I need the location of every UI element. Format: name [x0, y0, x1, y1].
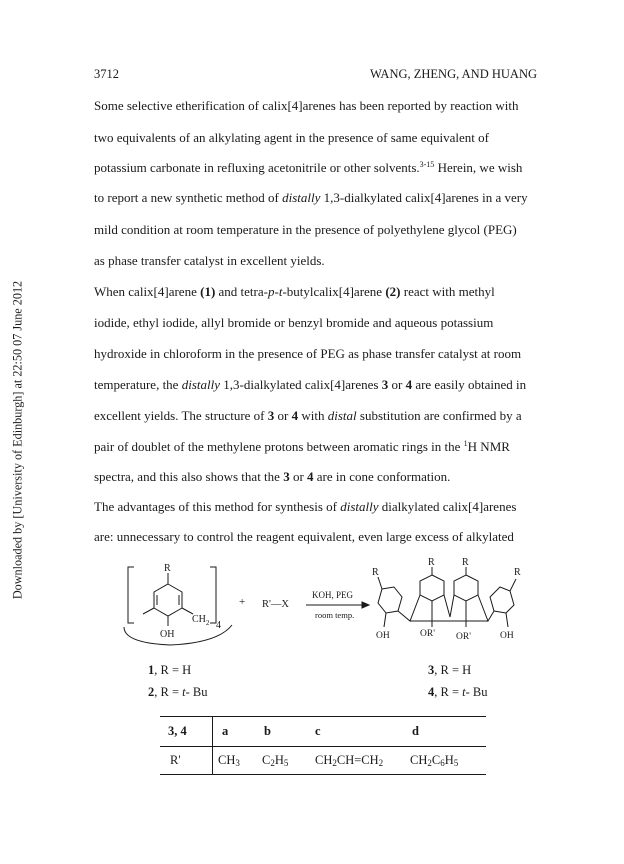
substituent-label: R	[372, 567, 379, 578]
italic-term: distally	[340, 499, 379, 514]
text-span: The advantages of this method for synthesis of	[94, 499, 341, 514]
text-span: with	[298, 408, 328, 423]
text-span: are: unnecessary to control the reagent equivalent, even large excess of alkylated	[94, 529, 514, 544]
download-note: Downloaded by [University of Edinburgh] at 22:50 07 June 2012	[10, 280, 25, 600]
italic-term: p	[267, 284, 275, 299]
formula-sub: 6	[440, 758, 445, 768]
italic-term: distal	[327, 408, 357, 423]
substituent-label: R	[514, 567, 521, 578]
text-span: pair of doublet of the methylene protons between aromatic rings in the	[94, 439, 464, 454]
compound-number: 4	[428, 685, 435, 699]
compound-desc: - Bu	[465, 685, 488, 699]
text-span: and tetra-	[215, 284, 268, 299]
text-span: Some selective etherification of calix[4]arenes has been reported by reaction with	[94, 98, 519, 113]
page-number: 3712	[94, 67, 119, 81]
compound-number: 2	[148, 685, 155, 699]
text-span: -butylcalix[4]arene	[282, 284, 386, 299]
bond	[378, 577, 382, 589]
substituent-label: R	[428, 557, 435, 568]
text-line-12	[94, 439, 510, 455]
text-line-6	[94, 253, 325, 269]
table-cell	[315, 753, 383, 768]
plus-sign: +	[239, 596, 246, 608]
formula-sub: 5	[283, 758, 289, 768]
substituent-label: R	[164, 563, 171, 574]
italic-term: distally	[181, 377, 220, 392]
left-bond	[143, 608, 154, 614]
hydroxyl-label: OH	[376, 631, 390, 641]
text-line-15	[94, 529, 514, 545]
alkylating-agent: R'—X	[262, 599, 289, 610]
text-line-13	[94, 469, 450, 485]
formula-sub: 3	[235, 758, 240, 768]
compound-number: 3	[428, 663, 435, 677]
table-header-cell: d	[412, 724, 419, 738]
compound-desc: t	[182, 685, 186, 699]
text-line-1	[94, 98, 519, 114]
bridge	[478, 595, 494, 621]
substituent-label: R	[462, 557, 469, 568]
text-line-2	[94, 130, 489, 146]
text-line-4	[94, 190, 528, 206]
bond	[510, 579, 516, 591]
hydroxyl-label: OH	[500, 631, 514, 641]
text-span: H NMR	[467, 439, 510, 454]
text-span: excellent yields. The structure of	[94, 408, 268, 423]
right-bracket	[210, 567, 216, 623]
compound-label-4	[428, 685, 488, 700]
text-span: substitution are confirmed by a	[356, 408, 522, 423]
formula-part: C	[262, 753, 271, 767]
formula-part: CH=CH	[336, 753, 379, 767]
table-cell	[410, 753, 458, 768]
product-ring-1	[378, 587, 402, 613]
reaction-arrow	[306, 590, 369, 620]
text-line-8	[94, 315, 493, 331]
text-span: dialkylated calix[4]arenes	[378, 499, 517, 514]
formula-part: H	[444, 753, 454, 767]
table-row-label: R'	[170, 753, 181, 767]
text-span: as phase transfer catalyst in excellent yields.	[94, 253, 325, 268]
text-span: react with methyl	[400, 284, 495, 299]
product-ring-3	[454, 575, 478, 601]
text-span: spectra, and this also shows that the	[94, 469, 284, 484]
arrow-condition-bottom: room temp.	[315, 610, 355, 620]
compound-label-1	[148, 663, 191, 678]
compound-desc: t	[462, 685, 466, 699]
formula-sub: 2	[427, 758, 432, 768]
reactant-structure	[124, 563, 232, 645]
italic-term: distally	[282, 190, 321, 205]
formula-part: CH	[218, 753, 236, 767]
formula-sub: 2	[270, 758, 275, 768]
text-span: or	[274, 408, 292, 423]
citation: 3-15	[419, 160, 435, 169]
formula-part: CH	[315, 753, 333, 767]
product-structure	[372, 557, 521, 642]
formula-sub: 5	[453, 758, 459, 768]
table-bottom-rule	[160, 774, 486, 775]
table-header-cell: c	[315, 724, 321, 738]
text-span: hydroxide in chloroform in the presence of PEG as phase transfer catalyst at room	[94, 346, 522, 361]
table-top-rule	[160, 716, 486, 717]
text-span: or	[289, 469, 308, 484]
text-span: or	[388, 377, 406, 392]
formula-part: C	[431, 753, 441, 767]
text-line-7	[94, 284, 495, 300]
text-span: potassium carbonate in refluxing acetonitrile or other solvents.	[94, 160, 420, 175]
hydroxyl-label: OH	[160, 629, 175, 640]
table-header-cell: a	[222, 724, 229, 738]
compound-ref: 4	[405, 377, 413, 392]
compound-desc: , R = H	[434, 663, 472, 677]
compound-desc: , R =	[154, 685, 183, 699]
formula-part: H	[274, 753, 284, 767]
compound-number: 1	[148, 663, 155, 677]
text-span: are in cone conformation.	[313, 469, 451, 484]
table-cell	[218, 753, 240, 768]
compound-ref: 3	[267, 408, 275, 423]
text-span: 1,3-dialkylated calix[4]arenes	[220, 377, 382, 392]
text-span: When calix[4]arene	[94, 284, 201, 299]
compound-ref: 4	[291, 408, 299, 423]
text-span: -	[274, 284, 279, 299]
compound-label-2	[148, 685, 208, 700]
text-span: 1,3-dialkylated calix[4]arenes in a very	[320, 190, 528, 205]
text-span: Herein, we wish	[434, 160, 523, 175]
compound-ref: 4	[307, 469, 314, 484]
formula-part: CH	[410, 753, 428, 767]
benzene-ring	[154, 584, 182, 616]
table-mid-rule	[160, 746, 486, 747]
formula-sub: 2	[332, 758, 337, 768]
text-line-11	[94, 408, 522, 424]
text-line-10	[94, 377, 526, 393]
compound-desc: , R = H	[154, 663, 192, 677]
text-line-9	[94, 346, 521, 362]
reaction-scheme	[0, 555, 624, 715]
compound-ref: 3	[381, 377, 389, 392]
ch2-label: $CH_2$	[192, 614, 210, 627]
repeat-count: 4	[216, 620, 221, 631]
compound-desc: - Bu	[185, 685, 208, 699]
text-span: mild condition at room temperature in the presence of polyethylene glycol (PEG)	[94, 222, 517, 237]
table-header-cell: b	[264, 724, 271, 738]
bridge	[444, 595, 454, 617]
running-head: WANG, ZHENG, AND HUANG	[370, 67, 537, 81]
text-line-14	[94, 499, 516, 515]
text-span: are easily obtained in	[412, 377, 527, 392]
table-cell	[262, 753, 288, 768]
formula-sub: 2	[378, 758, 384, 768]
ether-label: OR'	[456, 632, 471, 642]
substituent-table	[160, 716, 486, 776]
table-header-cell: 3, 4	[168, 724, 187, 738]
table-divider	[212, 716, 213, 774]
text-line-5	[94, 222, 517, 238]
compound-ref: (1)	[200, 284, 216, 299]
text-span: to report a new synthetic method of	[94, 190, 283, 205]
left-bracket	[128, 567, 134, 623]
text-span: temperature, the	[94, 377, 182, 392]
text-span: iodide, ethyl iodide, allyl bromide or benzyl bromide and aqueous potassium	[94, 315, 494, 330]
compound-desc: , R =	[434, 685, 463, 699]
text-span: two equivalents of an alkylating agent in the presence of same equivalent of	[94, 130, 489, 145]
isotope-sup: 1	[463, 439, 468, 448]
compound-ref: 3	[283, 469, 290, 484]
bond	[506, 613, 508, 627]
arrow-condition-top: KOH, PEG	[312, 590, 354, 600]
compound-label-3	[428, 663, 471, 678]
text-line-3	[94, 160, 522, 176]
compound-ref: (2)	[385, 284, 401, 299]
ether-label: OR'	[420, 629, 435, 639]
italic-term: t	[278, 284, 283, 299]
product-ring-2	[420, 575, 444, 601]
bond	[384, 613, 386, 627]
